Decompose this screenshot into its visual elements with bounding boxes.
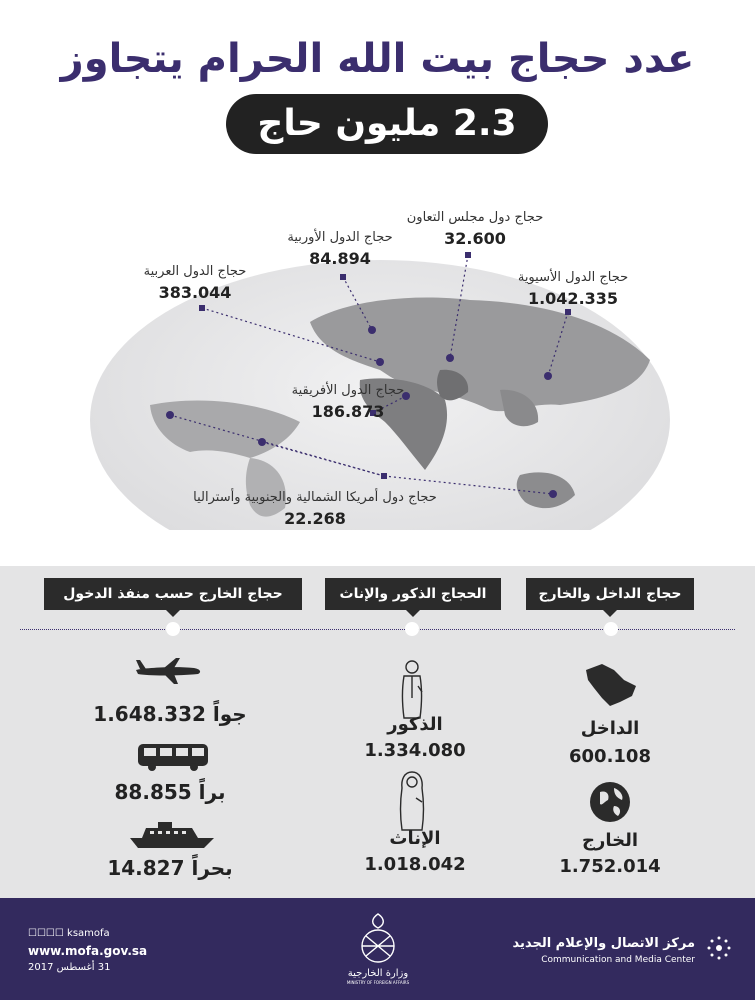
marker-south-america bbox=[258, 438, 266, 446]
header-gender: الحجاج الذكور والإناث bbox=[325, 578, 501, 610]
timeline-dot bbox=[166, 622, 180, 636]
female-label: الإناث bbox=[389, 828, 441, 849]
timeline-dot bbox=[405, 622, 419, 636]
ministry-name-en: MINISTRY OF FOREIGN AFFAIRS bbox=[346, 980, 410, 985]
male-label: الذكور bbox=[387, 714, 443, 735]
region-label: حجاج الدول الأفريقية bbox=[291, 383, 405, 398]
foreign-value: 1.752.014 bbox=[559, 856, 661, 877]
female-value: 1.018.042 bbox=[364, 854, 466, 875]
ministry-emblem-icon bbox=[352, 912, 404, 968]
region-value: 84.894 bbox=[309, 249, 371, 268]
media-center-name-ar: مركز الاتصال والإعلام الجديد bbox=[512, 936, 695, 951]
region-label: حجاج دول أمريكا الشمالية والجنوبية وأستراليا bbox=[193, 490, 437, 505]
marker-square bbox=[465, 252, 471, 258]
social-icons: ☐☐☐☐ bbox=[28, 928, 68, 939]
region-value: 186.873 bbox=[311, 402, 385, 421]
marker-square bbox=[565, 309, 571, 315]
timeline-dot bbox=[604, 622, 618, 636]
stats-panel bbox=[0, 566, 755, 898]
ministry-name-ar: وزارة الخارجية bbox=[347, 968, 409, 979]
region-arab bbox=[125, 264, 265, 302]
marker-europe bbox=[368, 326, 376, 334]
entry-air: جواً 1.648.332 bbox=[93, 702, 247, 726]
region-americas-australia bbox=[180, 490, 450, 528]
media-center-logo-icon bbox=[705, 934, 733, 962]
region-label: حجاج الدول الأوربية bbox=[287, 230, 393, 245]
marker-square bbox=[340, 274, 346, 280]
region-label: حجاج الدول الأسيوية bbox=[517, 270, 629, 285]
header-domestic-foreign: حجاج الداخل والخارج bbox=[526, 578, 694, 610]
region-value: 22.268 bbox=[284, 509, 346, 528]
marker-arab bbox=[376, 358, 384, 366]
region-label: حجاج دول مجلس التعاون bbox=[406, 210, 544, 225]
marker-australia bbox=[549, 490, 557, 498]
marker-asia bbox=[544, 372, 552, 380]
male-value: 1.334.080 bbox=[364, 740, 466, 761]
page-title: عدد حجاج بيت الله الحرام يتجاوز bbox=[60, 36, 695, 82]
entry-land: براً 88.855 bbox=[114, 780, 226, 804]
header-entry: حجاج الخارج حسب منفذ الدخول bbox=[44, 578, 302, 610]
saudi-map-icon bbox=[580, 662, 640, 708]
domestic-label: الداخل bbox=[580, 718, 640, 739]
world-map-section bbox=[0, 190, 755, 580]
male-pilgrim-icon bbox=[392, 658, 432, 720]
marker-gcc bbox=[446, 354, 454, 362]
bus-icon bbox=[136, 742, 210, 772]
entry-sea: بحراً 14.827 bbox=[107, 856, 233, 880]
airplane-icon bbox=[134, 656, 204, 686]
domestic-value: 600.108 bbox=[569, 746, 651, 767]
region-asia bbox=[498, 270, 648, 308]
region-africa bbox=[278, 383, 418, 421]
marker-square bbox=[381, 473, 387, 479]
media-center-name-en: Communication and Media Center bbox=[541, 955, 695, 965]
region-value: 32.600 bbox=[444, 229, 506, 248]
region-value: 383.044 bbox=[158, 283, 232, 302]
region-value: 1.042.335 bbox=[527, 289, 619, 308]
total-pilgrims-badge: 2.3 مليون حاج bbox=[226, 94, 548, 154]
female-pilgrim-icon bbox=[392, 770, 432, 832]
globe-icon bbox=[588, 780, 632, 824]
region-europe bbox=[270, 230, 410, 268]
region-label: حجاج الدول العربية bbox=[143, 264, 247, 279]
publish-date: 31 أغسطس 2017 bbox=[28, 962, 111, 973]
ship-icon bbox=[128, 820, 216, 850]
divider-dotted bbox=[20, 629, 735, 630]
website-link[interactable]: www.mofa.gov.sa bbox=[28, 944, 148, 958]
marker-square bbox=[199, 305, 205, 311]
foreign-label: الخارج bbox=[582, 830, 638, 851]
social-handle[interactable]: ☐☐☐☐ ksamofa bbox=[28, 928, 110, 939]
marker-north-america bbox=[166, 411, 174, 419]
footer bbox=[0, 898, 755, 1000]
region-gcc bbox=[400, 210, 550, 248]
